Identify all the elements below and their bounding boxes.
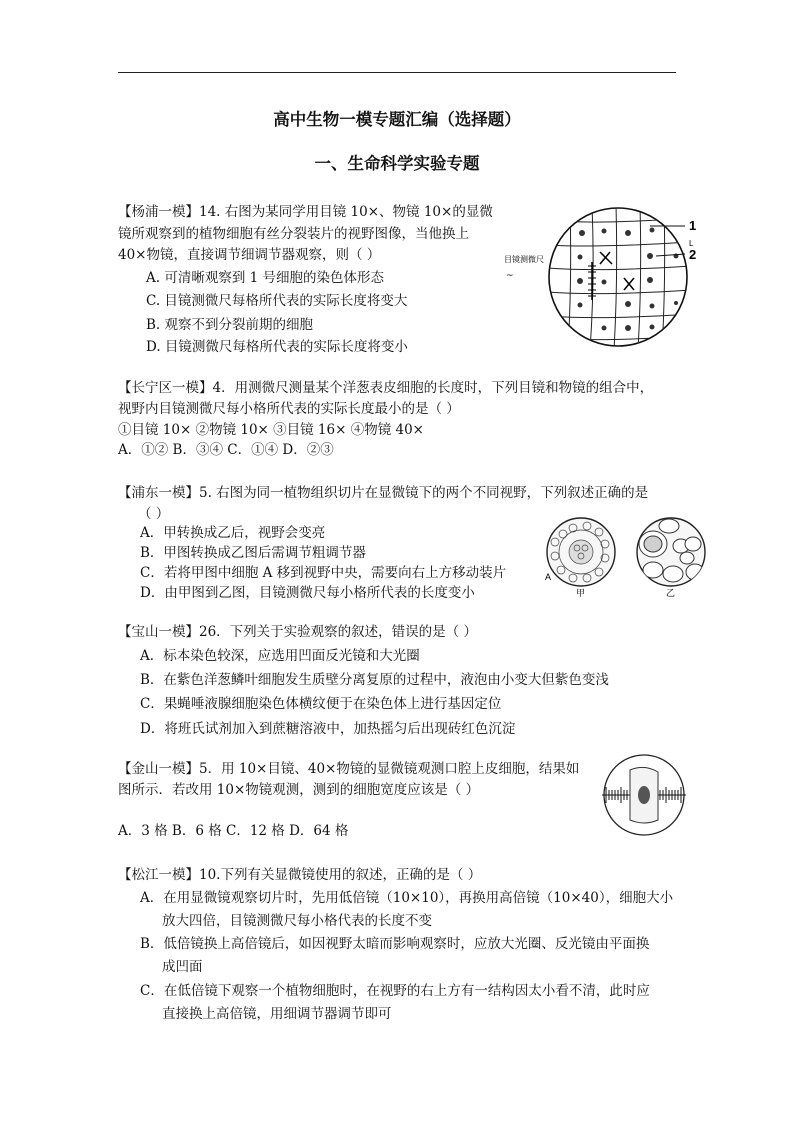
option-b: B. 观察不到分裂前期的细胞 [146, 317, 314, 333]
figure-label-1: 1 [689, 218, 697, 233]
option-b: B．在紫色洋葱鳞叶细胞发生质壁分离复原的过程中，液泡由小变大但紫色变浅 [140, 672, 609, 688]
figure-label-jia: 甲 [576, 589, 586, 598]
question-stem-line: 图所示．若改用 10×物镜观测，测到的细胞宽度应该是（ ） [118, 782, 480, 798]
question-stem-line: （ ） [138, 506, 170, 522]
option-b: B．低倍镜换上高倍镜后，如因视野太暗而影响观察时，应放大光圈、反光镜由平面换 [140, 936, 650, 952]
figure-label-tilde: ~ [506, 271, 514, 281]
option-a: A．甲转换成乙后，视野会变亮 [140, 525, 326, 541]
question-stem-line: 视野内目镜测微尺每小格所代表的实际长度最小的是（ ） [118, 401, 460, 417]
option-c: C．果蝇唾液腺细胞染色体横纹便于在染色体上进行基因定位 [140, 696, 502, 712]
option-d: D. 目镜测微尺每格所代表的实际长度将变小 [146, 339, 408, 355]
option-d: D．将班氏试剂加入到蔗糖溶液中，加热摇匀后出现砖红色沉淀 [140, 721, 516, 737]
question-stem-line: 【杨浦一模】14. 右图为某同学用目镜 10×、物镜 10×的显微 [118, 204, 493, 220]
option-c-continued: 直接换上高倍镜，用细调节器调节即可 [162, 1006, 392, 1022]
option-a-continued: 放大四倍，目镜测微尺每小格代表的长度不变 [162, 913, 432, 929]
tissue-section-figure [543, 514, 723, 598]
header-rule [118, 72, 676, 73]
question-stem-line: 【浦东一模】5. 右图为同一植物组织切片在显微镜下的两个不同视野，下列叙述正确的是 [118, 485, 649, 501]
figure-label-a: A [545, 572, 552, 582]
question-stem-line: 【宝山一模】26．下列关于实验观察的叙述，错误的是（ ） [118, 624, 477, 640]
option-a: A．在用显微镜观察切片时，先用低倍镜（10×10），再换用高倍镜（10×40），细胞大小 [140, 890, 674, 906]
figure-label-2: 2 [689, 247, 697, 262]
figure-label-l: L [689, 239, 694, 248]
option-a: A．标本染色较深，应选用凹面反光镜和大光圈 [140, 648, 420, 664]
question-stem-line: 【金山一模】5．用 10×目镜、40×物镜的显微镜观测口腔上皮细胞，结果如 [118, 761, 580, 777]
option-b: B．甲图转换成乙图后需调节粗调节器 [140, 545, 366, 561]
question-choices-line: ①目镜 10× ②物镜 10× ③目镜 16× ④物镜 40× [118, 422, 424, 438]
section-title: 一、生命科学实验专题 [314, 154, 480, 173]
question-stem-line: 镜所观察到的植物细胞有丝分裂装片的视野图像，当他换上 [118, 226, 469, 242]
option-d: D．由甲图到乙图，目镜测微尺每小格所代表的长度变小 [140, 585, 475, 601]
option-c: C．若将甲图中细胞 A 移到视野中央，需要向右上方移动装片 [140, 565, 507, 581]
question-options-line: A．3 格 B．6 格 C．12 格 D．64 格 [118, 823, 349, 839]
option-b-continued: 成凹面 [162, 959, 203, 975]
figure-label-micrometer: 目镜测微尺 [504, 255, 544, 264]
microscope-field-figure [500, 200, 710, 360]
question-stem-line: 【长宁区一模】4．用测微尺测量某个洋葱表皮细胞的长度时，下列目镜和物镜的组合中， [118, 380, 654, 396]
option-c: C．在低倍镜下观察一个植物细胞时，在视野的右上方有一结构因太小看不清，此时应 [140, 983, 650, 999]
option-a: A. 可清晰观察到 1 号细胞的染色体形态 [146, 270, 385, 286]
figure-label-yi: 乙 [666, 589, 676, 598]
option-c: C. 目镜测微尺每格所代表的实际长度将变大 [146, 293, 408, 309]
oral-epithelial-cell-figure [594, 750, 694, 840]
question-stem-line: 40×物镜，直接调节细调节器观察，则（ ） [118, 247, 381, 263]
question-options-line: A．①② B．③④ C．①④ D．②③ [118, 442, 334, 458]
document-title: 高中生物一模专题汇编（选择题） [273, 110, 521, 129]
question-stem-line: 【松江一模】10.下列有关显微镜使用的叙述，正确的是（ ） [118, 867, 482, 883]
